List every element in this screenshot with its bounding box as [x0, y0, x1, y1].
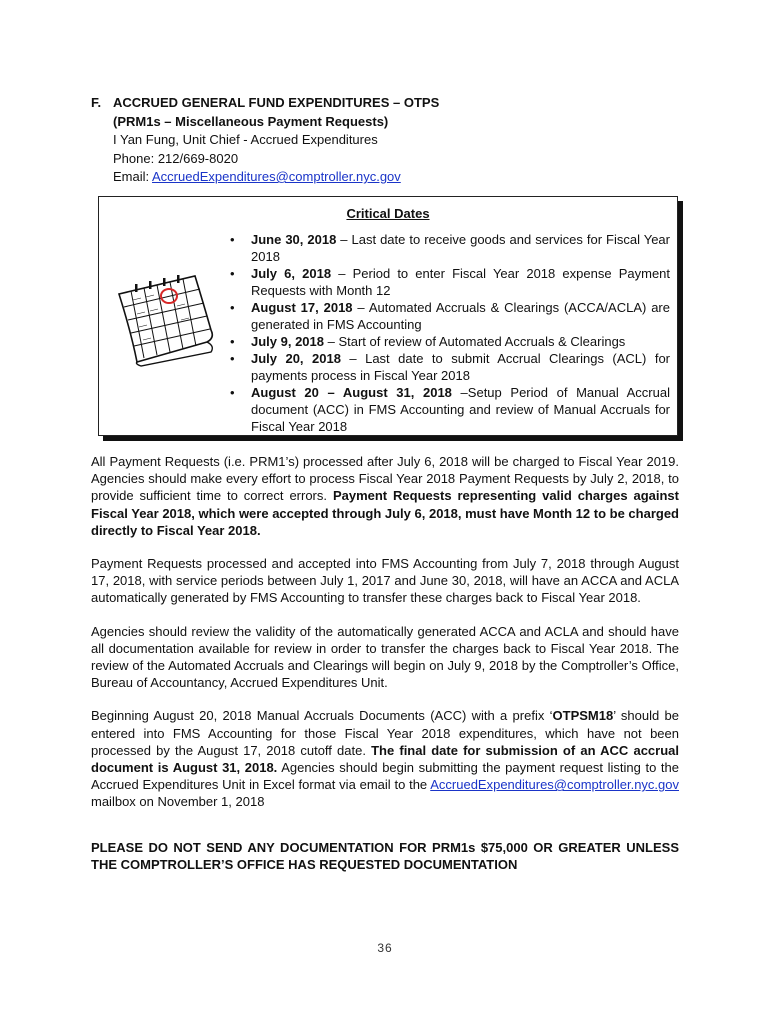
paragraph-text: Agencies should begin submitting the payment request listing to the Accrued Expenditures Unit in Excel format via email to the: [91, 760, 679, 793]
date-item-text: –Setup Period of Manual Accrual document (ACC) in FMS Accounting and review of Manual Accruals for Fiscal Year 2018: [251, 385, 670, 434]
paragraph-emphasis: The final date for submission of an ACC accrual document is August 31, 2018.: [91, 742, 679, 776]
prefix-code: OTPSM18: [552, 708, 614, 724]
contact-email-line: [91, 168, 691, 187]
date-item: [230, 231, 670, 265]
bullet-icon: •: [230, 266, 235, 281]
critical-dates-title: Critical Dates: [346, 206, 430, 221]
contact-phone: Phone: 212/669-8020: [113, 150, 239, 166]
paragraph-manual-accruals: [91, 707, 679, 810]
date-item-text: – Automated Accruals & Clearings (ACCA/ACLA) are generated in FMS Accounting: [251, 300, 670, 332]
date-item-text: – Period to enter Fiscal Year 2018 expense Payment Requests with Month 12: [251, 266, 671, 298]
date-item: [230, 384, 670, 435]
date-item-date: June 30, 2018: [251, 232, 337, 247]
paragraph-text: ’ should be entered into FMS Accounting for those Fiscal Year 2018 expenditures, which have not been processed by the August 17, 2018 cutoff date.: [91, 708, 679, 758]
critical-dates-list: [230, 231, 670, 435]
date-item-date: August 17, 2018: [251, 300, 353, 315]
date-item-date: July 6, 2018: [251, 266, 332, 281]
contact-name: I Yan Fung, Unit Chief - Accrued Expenditures: [113, 132, 378, 147]
bullet-icon: •: [230, 334, 235, 349]
section-subtitle: (PRM1s – Miscellaneous Payment Requests): [113, 113, 389, 129]
email-label: Email:: [113, 169, 153, 184]
paragraph-automated-accruals: Payment Requests processed and accepted into FMS Accounting from July 7, 2018 through August 17, 2018, with service periods between July 1, 2017 and June 30, 2018, will have an ACCA and ACLA automatically generated by FMS Accounting to transfer these charges back to Fiscal Year 2018.: [91, 556, 679, 606]
bullet-icon: •: [230, 351, 235, 366]
paragraph-review: Agencies should review the validity of the automatically generated ACCA and ACLA and should have all documentation available for review in order to transfer the charges back to Fiscal Year 2018. The review of the Automated Accruals and Clearings will begin on July 9, 2018 by the Comptroller’s Office, Bureau of Accountancy, Accrued Expenditures Unit.: [91, 623, 679, 691]
document-body: [91, 453, 679, 889]
section-header: [91, 94, 691, 187]
date-item: [230, 299, 670, 333]
date-item: [230, 333, 670, 350]
date-item-text: – Start of review of Automated Accruals & Clearings: [324, 334, 626, 349]
bullet-icon: •: [230, 300, 235, 315]
paragraph-text: All Payment Requests (i.e. PRM1’s) processed after July 6, 2018 will be charged to Fiscal Year 2019. Agencies should make every effort to process Fiscal Year 2018 Payment Requests by July 2, 2018, to provide sufficient time to correct errors.: [91, 454, 679, 504]
paragraph-text: mailbox on November 1, 2018: [91, 794, 265, 810]
paragraph-emphasis: Payment Requests representing valid charges against Fiscal Year 2018, which were accepted through July 6, 2018, must have Month 12 to be charged directly to Fiscal Year 2018.: [91, 488, 679, 538]
date-item: [230, 350, 670, 384]
date-item-date: August 20 – August 31, 2018: [251, 385, 452, 400]
bullet-icon: •: [230, 232, 235, 247]
date-item-text: – Last date to receive goods and services for Fiscal Year 2018: [251, 232, 670, 264]
section-letter: F.: [91, 95, 102, 110]
date-item: [230, 265, 670, 299]
date-item-text: – Last date to submit Accrual Clearings (ACL) for payments process in Fiscal Year 2018: [251, 351, 670, 383]
email-link[interactable]: AccruedExpenditures@comptroller.nyc.gov: [430, 777, 679, 793]
section-title: ACCRUED GENERAL FUND EXPENDITURES – OTPS: [113, 95, 440, 110]
email-link[interactable]: AccruedExpenditures@comptroller.nyc.gov: [152, 169, 401, 184]
paragraph-text: Beginning August 20, 2018 Manual Accruals Documents (ACC) with a prefix ‘: [91, 708, 553, 724]
calendar-icon: [111, 272, 221, 367]
critical-dates-box: [98, 196, 678, 436]
bullet-icon: •: [230, 385, 235, 400]
date-item-date: July 20, 2018: [251, 351, 341, 366]
paragraph-charging: [91, 453, 679, 539]
date-item-date: July 9, 2018: [251, 334, 324, 349]
documentation-warning: PLEASE DO NOT SEND ANY DOCUMENTATION FOR PRM1s $75,000 OR GREATER UNLESS THE COMPTROLLER’S OFFICE HAS REQUESTED DOCUMENTATION: [91, 839, 679, 872]
page-number: 36: [377, 941, 393, 955]
